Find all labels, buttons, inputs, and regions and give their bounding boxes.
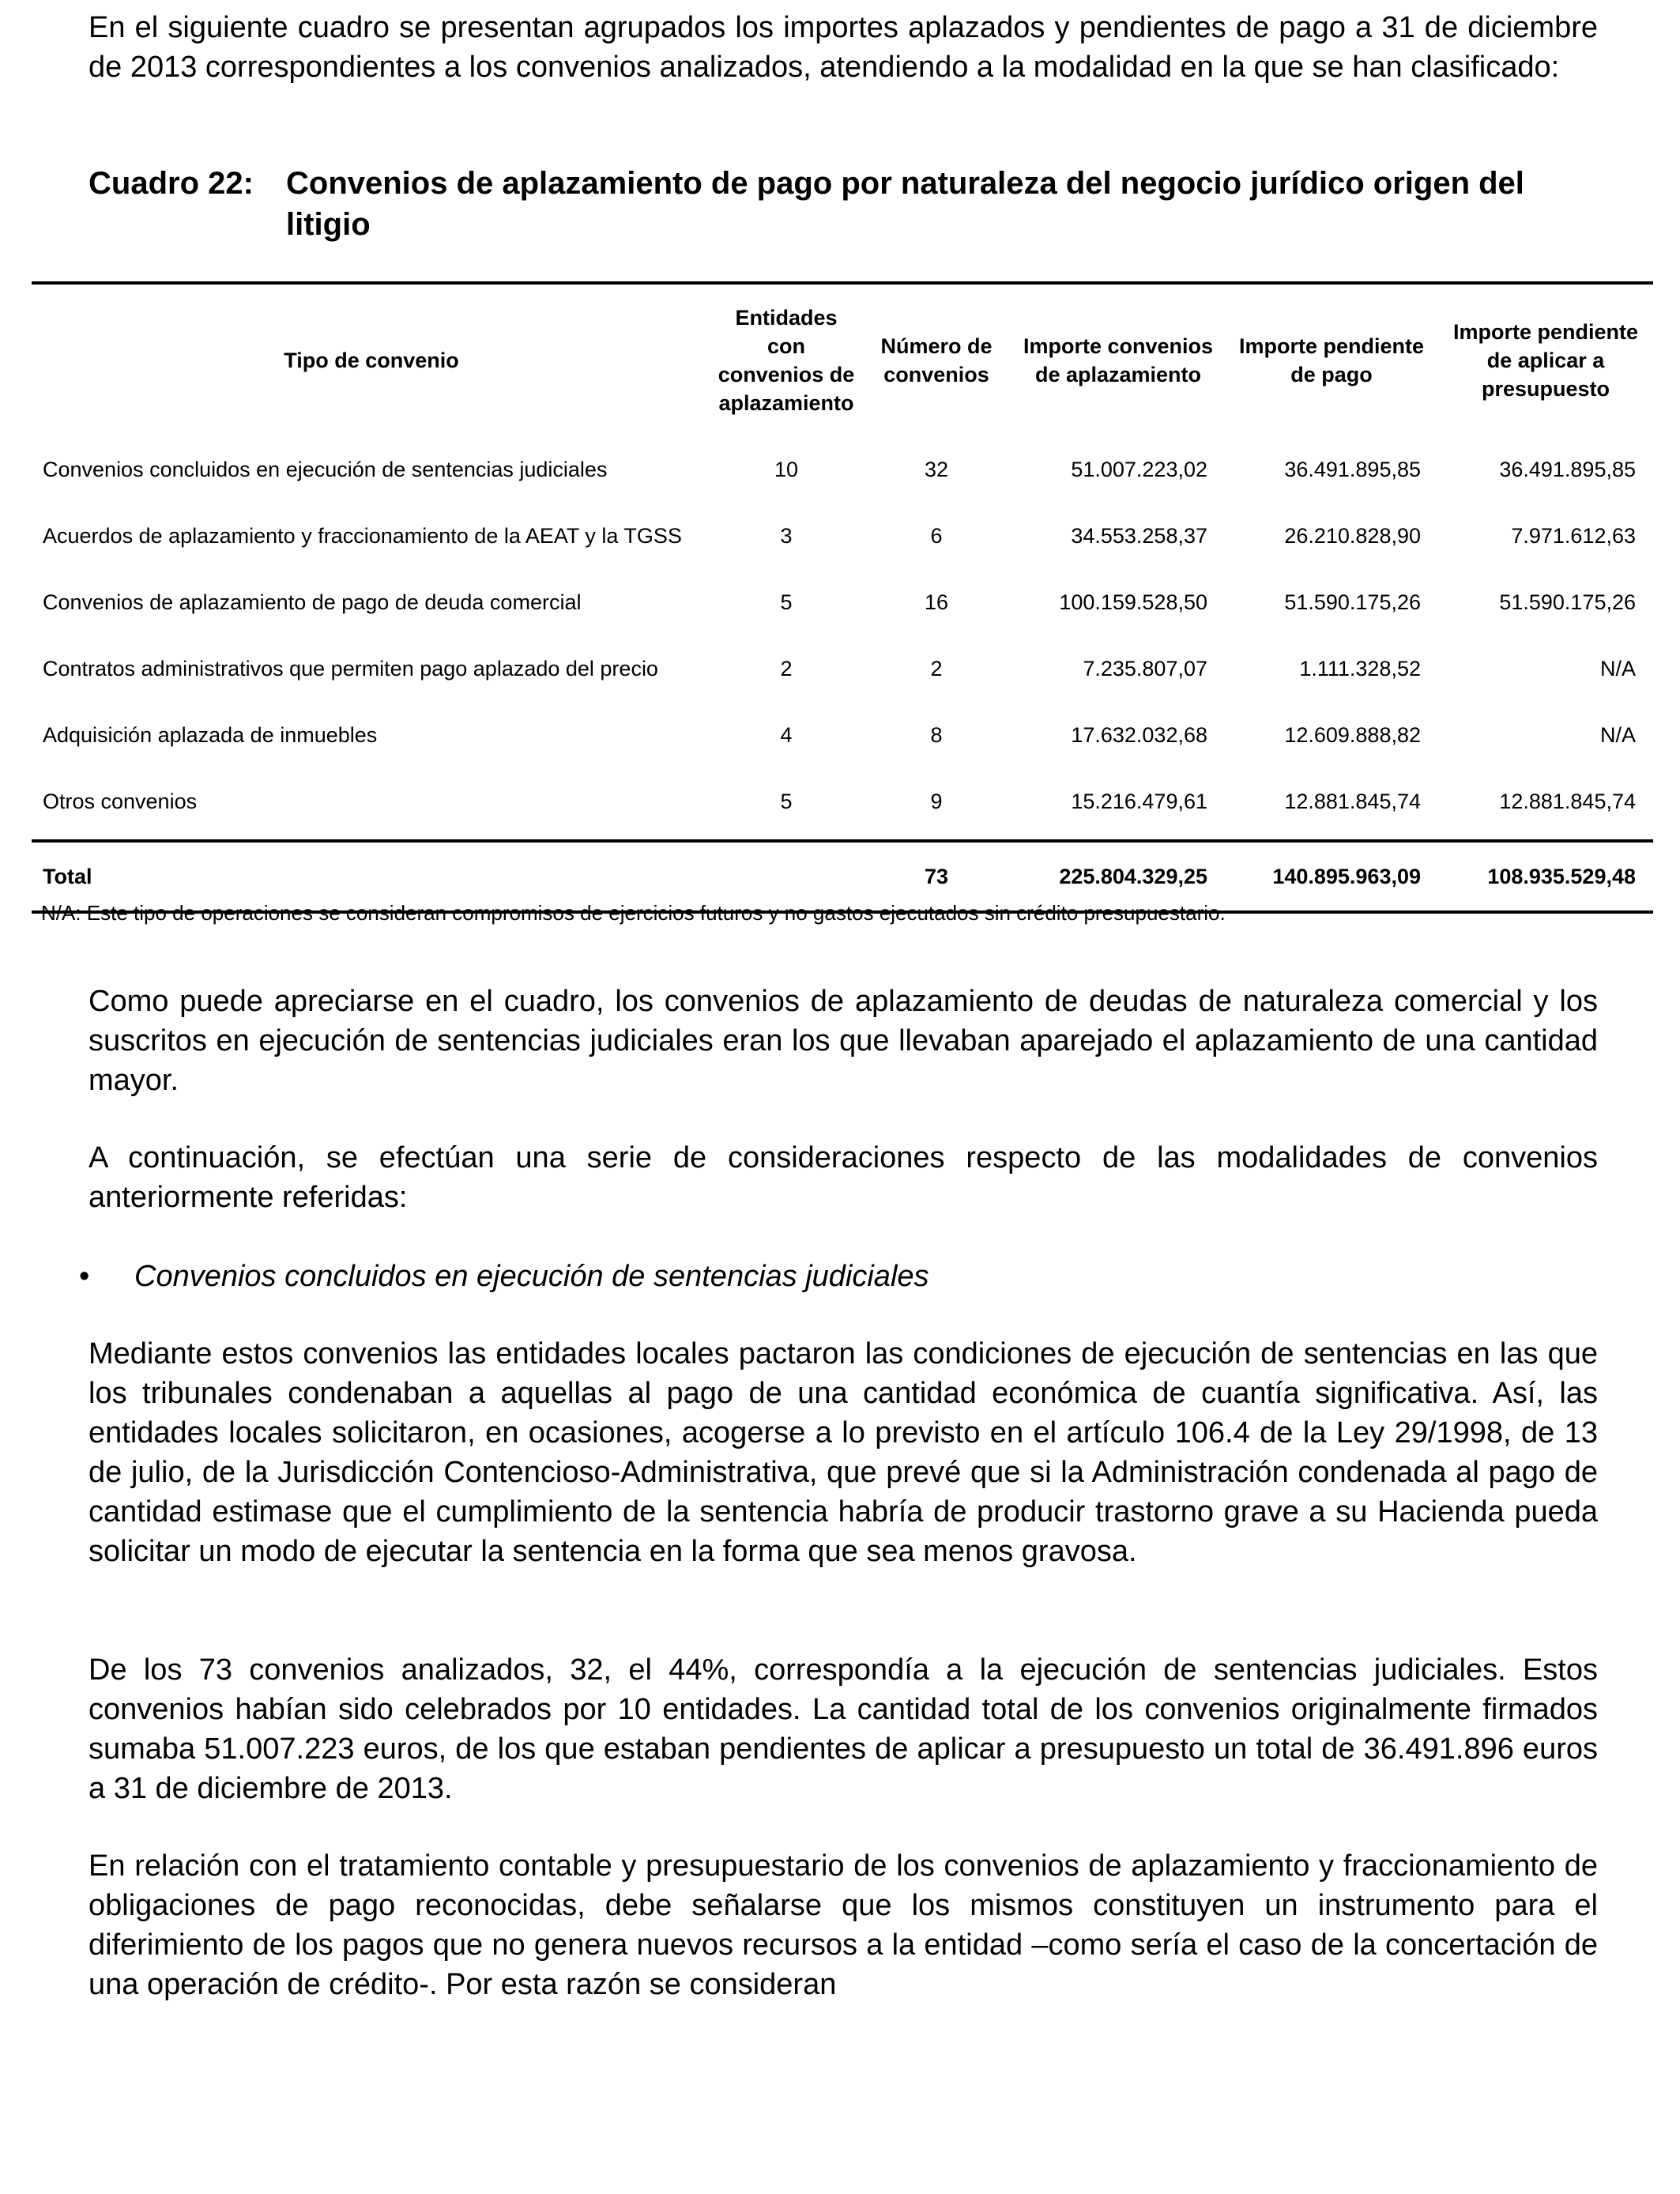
- cell-tipo: Adquisición aplazada de inmuebles: [43, 722, 378, 747]
- cell-entidades: 5: [780, 590, 793, 614]
- cell-importe-pendiente-pago: 26.210.828,90: [1284, 523, 1421, 548]
- body-paragraph: En relación con el tratamiento contable y presupuestario de los convenios de aplazamiento y fraccionamiento de obligaciones de pago reconocidas, debe señalarse que los mismos constituyen un instrumento para el diferimiento de los pagos que no genera nuevos recursos a la entidad –como sería el caso de la concertación de una operación de crédito-. Por esta razón se consideran: [89, 1849, 1598, 2001]
- table-caption: [89, 163, 1606, 245]
- body-paragraph: A continuación, se efectúan una serie de consideraciones respecto de las modalidades de convenios anteriormente referidas:: [89, 1141, 1598, 1214]
- cell-importe-convenios: 34.553.258,37: [1071, 523, 1207, 548]
- cell-entidades: 2: [780, 656, 793, 680]
- cell-importe-pendiente-pago: 51.590.175,26: [1284, 590, 1421, 614]
- cell-importe-pendiente-presupuesto: 36.491.895,85: [1499, 457, 1636, 481]
- cell-numero: 6: [930, 523, 943, 548]
- cell-entidades: 4: [780, 722, 793, 747]
- convenios-table: [32, 281, 1653, 914]
- cell-tipo: Acuerdos de aplazamiento y fraccionamiento de la AEAT y la TGSS: [43, 523, 682, 548]
- intro-paragraph: En el siguiente cuadro se presentan agrupados los importes aplazados y pendientes de pago a 31 de diciembre de 2013 correspondientes a los convenios analizados, atendiendo a la modalidad en la que se han clasificado:: [89, 11, 1598, 84]
- cell-tipo: Otros convenios: [43, 789, 198, 813]
- cell-importe-pendiente-pago: 12.609.888,82: [1284, 722, 1421, 747]
- cell-entidades: 5: [780, 789, 793, 813]
- cell-importe-convenios: 7.235.807,07: [1083, 656, 1207, 680]
- total-importe-pendiente-pago: 140.895.963,09: [1272, 864, 1421, 888]
- cell-importe-pendiente-pago: 12.881.845,74: [1284, 789, 1421, 813]
- table-row: [32, 702, 1653, 768]
- cell-numero: 9: [930, 789, 943, 813]
- cell-importe-pendiente-presupuesto: N/A: [1599, 722, 1636, 747]
- cell-entidades: 10: [774, 457, 799, 481]
- header-importe-pendiente-presupuesto: Importe pendiente de aplicar a presupuesto: [1452, 320, 1639, 401]
- table-row: [32, 569, 1653, 635]
- total-importe-convenios: 225.804.329,25: [1059, 864, 1207, 888]
- header-entidades: Entidades con convenios de aplazamiento: [718, 306, 855, 415]
- cell-importe-pendiente-presupuesto: N/A: [1599, 656, 1636, 680]
- cell-importe-convenios: 15.216.479,61: [1071, 789, 1207, 813]
- body-paragraph: De los 73 convenios analizados, 32, el 44%, correspondía a la ejecución de sentencias judiciales. Estos convenios habían sido celebrados por 10 entidades. La cantidad total de los convenios originalmente firmados sumaba 51.007.223 euros, de los que estaban pendientes de aplicar a presupuesto un total de 36.491.896 euros a 31 de diciembre de 2013.: [89, 1653, 1598, 1805]
- caption-label: Cuadro 22:: [89, 166, 254, 201]
- cell-tipo: Contratos administrativos que permiten pago aplazado del precio: [43, 656, 658, 680]
- cell-importe-pendiente-pago: 1.111.328,52: [1299, 656, 1421, 680]
- cell-importe-pendiente-presupuesto: 7.971.612,63: [1511, 523, 1636, 548]
- total-importe-pendiente-presupuesto: 108.935.529,48: [1487, 864, 1636, 888]
- caption-title: Convenios de aplazamiento de pago por naturaleza del negocio jurídico origen del litigio: [286, 166, 1524, 242]
- cell-numero: 2: [930, 656, 943, 680]
- data-table-wrapper: [32, 281, 1653, 914]
- cell-tipo: Convenios de aplazamiento de pago de deuda comercial: [43, 590, 582, 614]
- header-tipo: Tipo de convenio: [284, 349, 459, 372]
- table-header-row: [32, 283, 1653, 436]
- cell-importe-convenios: 17.632.032,68: [1071, 722, 1207, 747]
- table-row: [32, 503, 1653, 569]
- table-row: [32, 635, 1653, 702]
- cell-numero: 8: [930, 722, 943, 747]
- cell-importe-pendiente-presupuesto: 51.590.175,26: [1499, 590, 1636, 614]
- total-numero: 73: [924, 864, 949, 888]
- header-importe-convenios: Importe convenios de aplazamiento: [1023, 334, 1214, 386]
- cell-numero: 16: [924, 590, 949, 614]
- table-row: [32, 768, 1653, 841]
- bullet-symbol: •: [79, 1260, 90, 1293]
- bullet-text: Convenios concluidos en ejecución de sentencias judiciales: [134, 1260, 929, 1293]
- body-paragraph: Como puede apreciarse en el cuadro, los convenios de aplazamiento de deudas de naturaleza comercial y los suscritos en ejecución de sentencias judiciales eran los que llevaban aparejado el aplazamiento de una cantidad mayor.: [89, 985, 1598, 1097]
- cell-importe-pendiente-pago: 36.491.895,85: [1284, 457, 1421, 481]
- cell-importe-convenios: 51.007.223,02: [1071, 457, 1207, 481]
- cell-numero: 32: [924, 457, 949, 481]
- cell-entidades: 3: [780, 523, 793, 548]
- table-row: [32, 436, 1653, 503]
- table-footnote: N/A: Este tipo de operaciones se consideran compromisos de ejercicios futuros y no gastos ejecutados sin crédito presupuestario.: [41, 901, 1226, 925]
- header-numero: Número de convenios: [880, 334, 993, 386]
- total-label: Total: [43, 864, 92, 888]
- cell-tipo: Convenios concluidos en ejecución de sentencias judiciales: [43, 457, 608, 481]
- bullet-item: [79, 1257, 929, 1296]
- cell-importe-convenios: 100.159.528,50: [1059, 590, 1207, 614]
- cell-importe-pendiente-presupuesto: 12.881.845,74: [1499, 789, 1636, 813]
- body-paragraph: Mediante estos convenios las entidades locales pactaron las condiciones de ejecución de sentencias en las que los tribunales condenaban a aquellas al pago de una cantidad económica de cuantía significativa. Así, las entidades locales solicitaron, en ocasiones, acogerse a lo previsto en el artículo 106.4 de la Ley 29/1998, de 13 de julio, de la Jurisdicción Contencioso-Administrativa, que prevé que si la Administración condenada al pago de cantidad estimase que el cumplimiento de la sentencia habría de producir trastorno grave a su Hacienda pueda solicitar un modo de ejecutar la sentencia en la forma que sea menos gravosa.: [89, 1337, 1598, 1568]
- header-importe-pendiente-pago: Importe pendiente de pago: [1238, 334, 1425, 386]
